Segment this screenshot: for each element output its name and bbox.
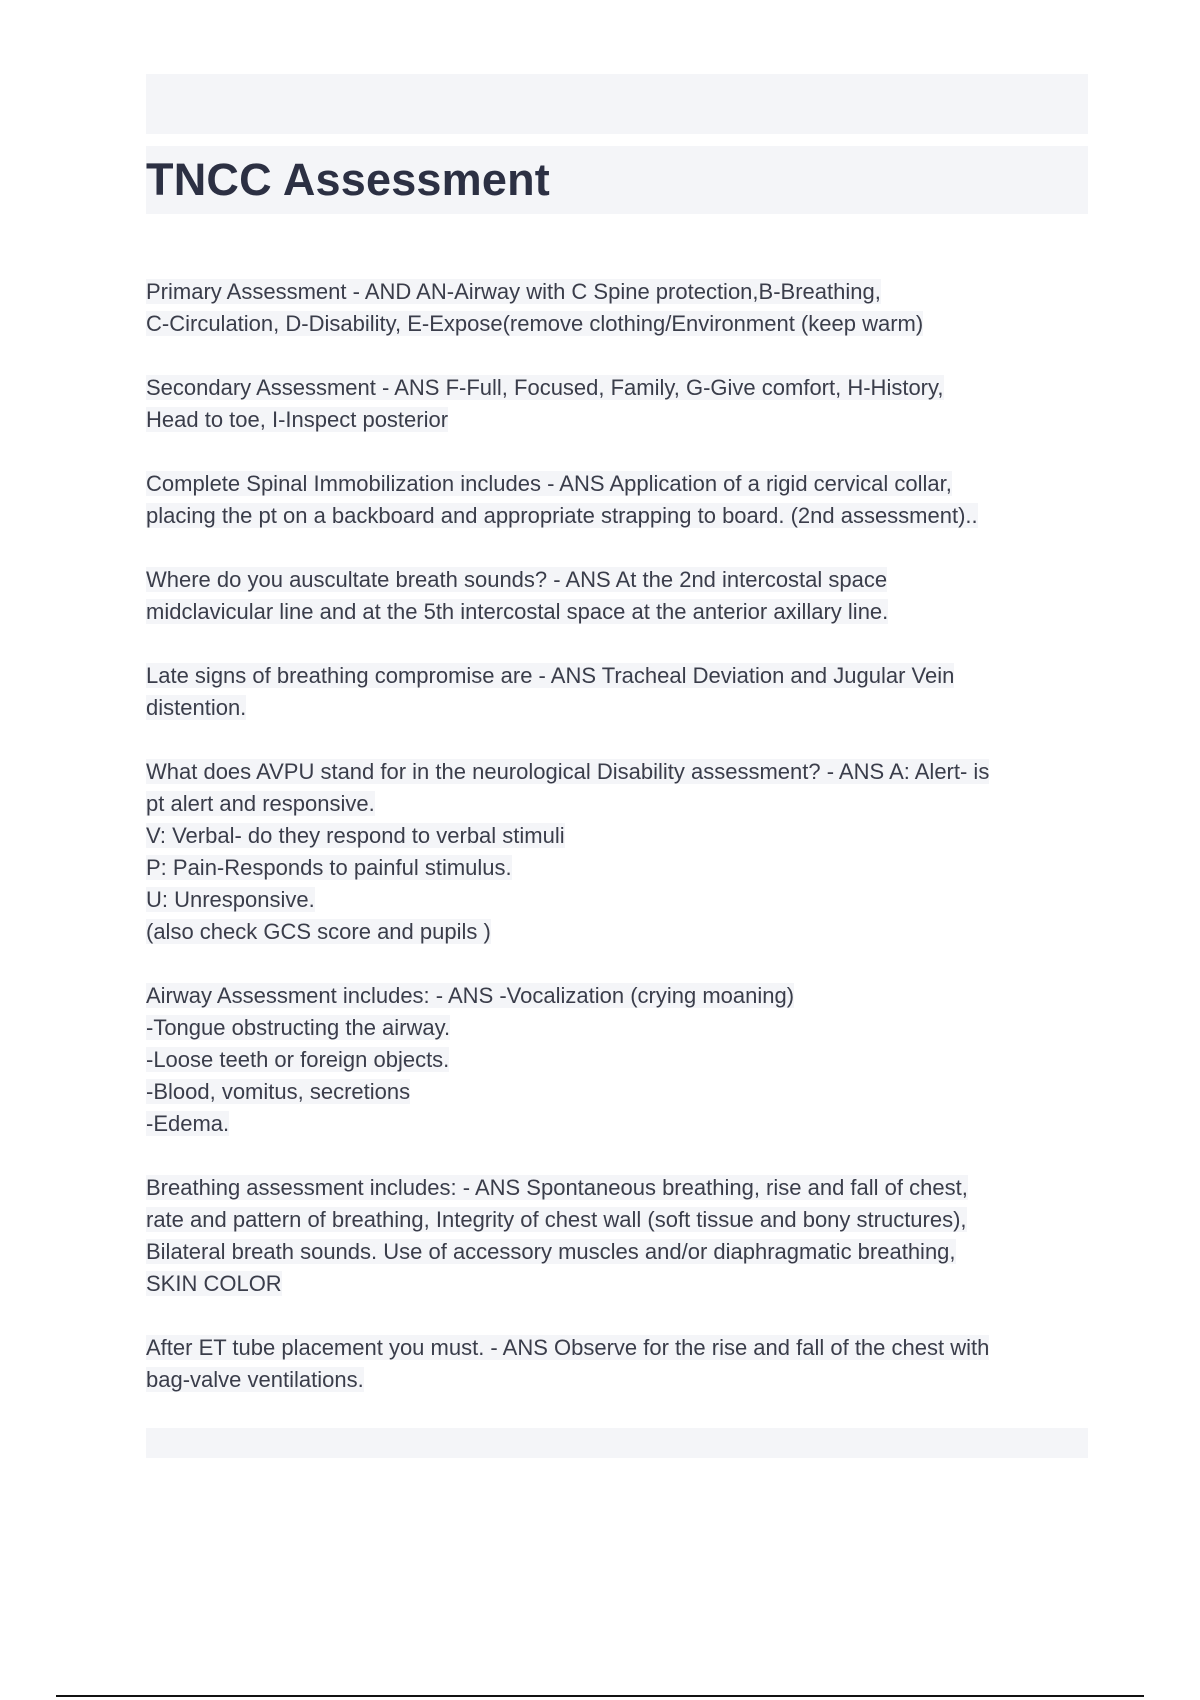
qa-line: Airway Assessment includes: - ANS -Vocalization (crying moaning): [146, 983, 795, 1008]
qa-line: -Tongue obstructing the airway.: [146, 1015, 451, 1040]
qa-line: midclavicular line and at the 5th intercostal space at the anterior axillary line.: [146, 599, 889, 624]
qa-item-et-tube-placement: [146, 1332, 1096, 1396]
qa-line: -Loose teeth or foreign objects.: [146, 1047, 450, 1072]
qa-line: rate and pattern of breathing, Integrity of chest wall (soft tissue and bony structures),: [146, 1207, 967, 1232]
qa-line: Breathing assessment includes: - ANS Spontaneous breathing, rise and fall of chest,: [146, 1175, 968, 1200]
qa-line: Head to toe, I-Inspect posterior: [146, 407, 449, 432]
qa-item-primary-assessment: [146, 276, 1096, 340]
qa-line: -Blood, vomitus, secretions: [146, 1079, 411, 1104]
qa-item-secondary-assessment: [146, 372, 1096, 436]
qa-item-auscultate-breath-sounds: [146, 564, 1096, 628]
qa-item-avpu: [146, 756, 1096, 948]
qa-line: (also check GCS score and pupils ): [146, 919, 491, 944]
qa-line: Bilateral breath sounds. Use of accessory muscles and/or diaphragmatic breathing,: [146, 1239, 956, 1264]
document-title: TNCC Assessment: [146, 154, 550, 205]
qa-line: V: Verbal- do they respond to verbal stimuli: [146, 823, 565, 848]
qa-line: SKIN COLOR: [146, 1271, 282, 1296]
qa-item-breathing-assessment: [146, 1172, 1096, 1300]
qa-item-late-signs: [146, 660, 1096, 724]
qa-line: Where do you auscultate breath sounds? - ANS At the 2nd intercostal space: [146, 567, 888, 592]
qa-line: What does AVPU stand for in the neurological Disability assessment? - ANS A: Alert- is: [146, 759, 990, 784]
qa-line: C-Circulation, D-Disability, E-Expose(remove clothing/Environment (keep warm): [146, 311, 924, 336]
qa-line: Late signs of breathing compromise are - ANS Tracheal Deviation and Jugular Vein: [146, 663, 955, 688]
qa-line: P: Pain-Responds to painful stimulus.: [146, 855, 512, 880]
qa-line: After ET tube placement you must. - ANS Observe for the rise and fall of the chest with: [146, 1335, 990, 1360]
qa-item-spinal-immobilization: [146, 468, 1096, 532]
bottom-rule: [56, 1695, 1144, 1697]
qa-line: -Edema.: [146, 1111, 230, 1136]
qa-line: Complete Spinal Immobilization includes - ANS Application of a rigid cervical collar,: [146, 471, 952, 496]
qa-line: Secondary Assessment - ANS F-Full, Focused, Family, G-Give comfort, H-History,: [146, 375, 944, 400]
qa-line: U: Unresponsive.: [146, 887, 315, 912]
header-band: [146, 74, 1088, 134]
qa-item-airway-assessment: [146, 980, 1096, 1140]
footer-band: [146, 1428, 1088, 1458]
qa-line: placing the pt on a backboard and appropriate strapping to board. (2nd assessment)..: [146, 503, 978, 528]
qa-line: Primary Assessment - AND AN-Airway with C Spine protection,B-Breathing,: [146, 279, 881, 304]
qa-line: bag-valve ventilations.: [146, 1367, 364, 1392]
document-body: [146, 276, 1096, 1428]
qa-line: pt alert and responsive.: [146, 791, 375, 816]
qa-line: distention.: [146, 695, 247, 720]
